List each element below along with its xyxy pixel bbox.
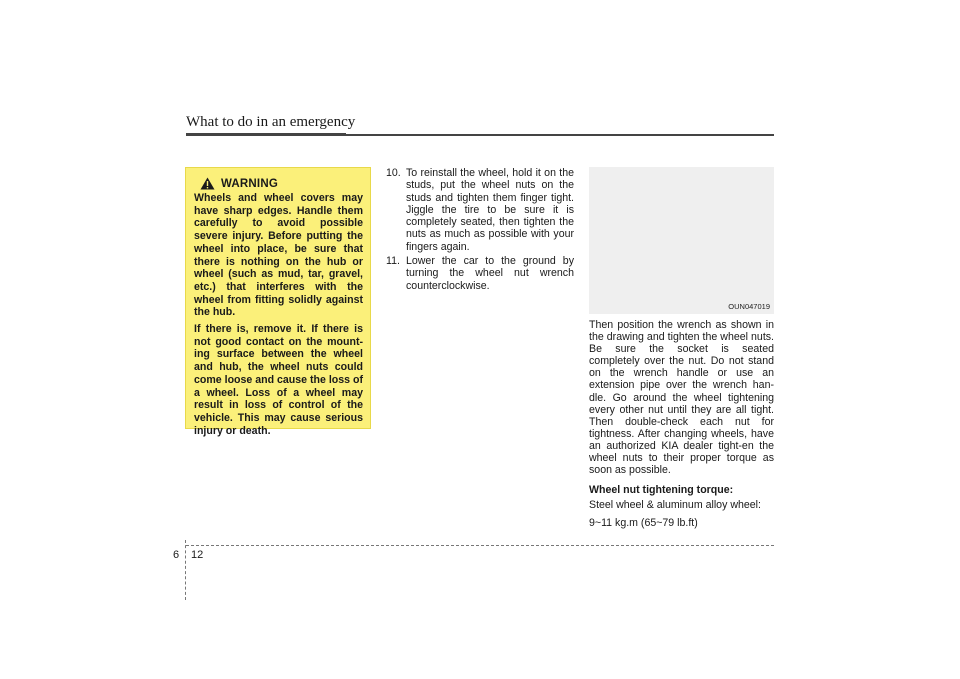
footer-divider — [185, 540, 186, 600]
chapter-number: 6 — [173, 549, 180, 561]
figure-code: OUN047019 — [728, 302, 770, 311]
warning-paragraph-2: If there is, remove it. If there is not good contact on the mount-ing surface between the wheel and hub, the wheel nuts could come loose and cause the loss of a wheel. Loss of a wheel may result in loss of control of the vehicle. This may cause serious injury or death. — [194, 323, 363, 437]
right-column — [589, 319, 774, 536]
warning-paragraph-1: Wheels and wheel covers may have sharp edges. Handle them carefully to avoid possible severe injury. Before putting the wheel into place, be sure that there is nothing on the hub or wheel (such as mud, tar, gravel, etc.) that interferes with the wheel from fitting solidly against the hub. — [194, 192, 363, 319]
torque-title: Wheel nut tightening torque: — [589, 484, 734, 497]
warning-title: WARNING — [221, 177, 278, 190]
warning-header — [200, 177, 363, 190]
torque-wheel-type: Steel wheel & aluminum alloy wheel: — [589, 499, 761, 512]
step-text: Lower the car to the ground by turning the wheel nut wrench counterclockwise. — [406, 255, 574, 292]
page-number: 12 — [191, 549, 204, 561]
warning-box — [185, 167, 371, 437]
step-number: 10. — [386, 167, 401, 179]
step-number: 11. — [386, 255, 400, 268]
step-text: To reinstall the wheel, hold it on the studs, put the wheel nuts on the studs and tighten them finger tight. Jiggle the tire to be sure it is completely seated, then tighten the nuts as much as possible with your fingers again. — [406, 167, 574, 253]
header-rule-accent — [186, 133, 346, 136]
step-10 — [386, 167, 574, 253]
footer-rule — [186, 545, 774, 546]
tightening-instructions: Then position the wrench as shown in the drawing and tighten the wheel nuts. Be sure the socket is seated completely over the nut. Do not stand on the wrench handle or use an extension pipe over the wrench han-dle. Go around the wheel tightening every other nut until they are all tight. Then double-check each nut for tightness. After changing wheels, have an authorized KIA dealer tight-en the wheel nuts to their proper torque as soon as possible. — [589, 319, 774, 477]
step-11 — [386, 255, 574, 292]
warning-triangle-icon — [200, 177, 215, 190]
section-title: What to do in an emergency — [186, 114, 356, 130]
wrench-illustration — [589, 167, 774, 314]
instruction-steps — [386, 167, 574, 294]
torque-value: 9~11 kg.m (65~79 lb.ft) — [589, 517, 698, 530]
